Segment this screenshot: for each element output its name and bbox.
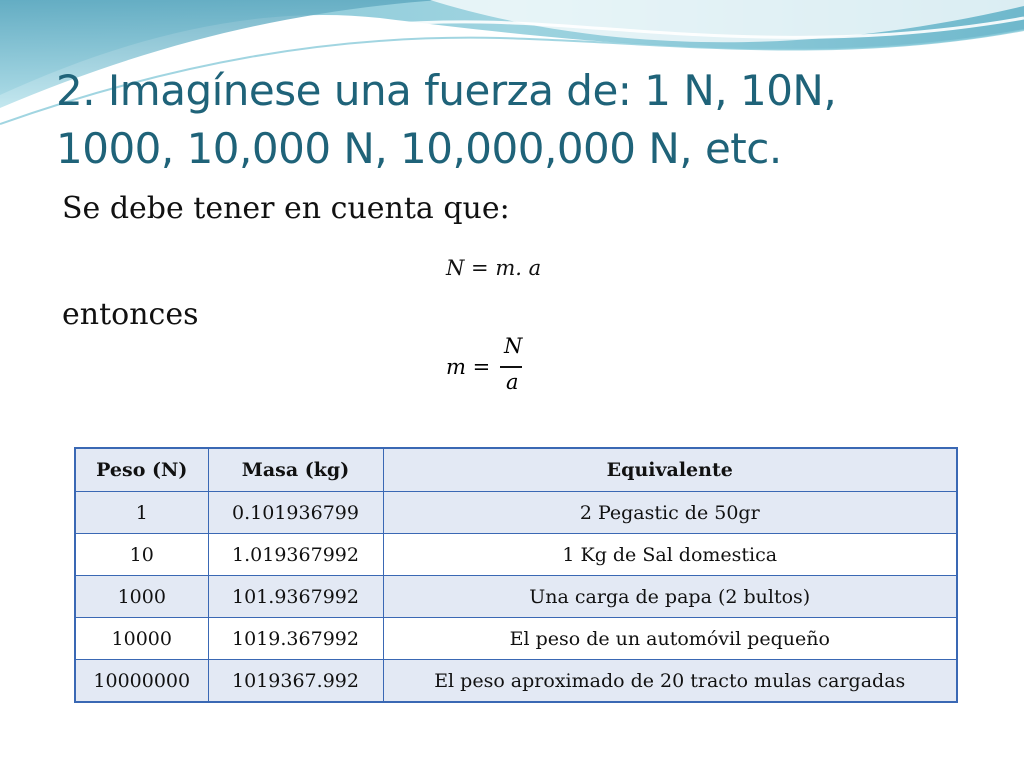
mass-equation (446, 334, 556, 396)
cell-masa: 1019.367992 (208, 618, 383, 660)
cell-peso: 10 (75, 534, 208, 576)
cell-peso: 10000000 (75, 660, 208, 703)
slide-title-line-2: 1000, 10,000 N, 10,000,000 N, etc. (56, 124, 782, 173)
cell-peso: 1000 (75, 576, 208, 618)
cell-peso: 10000 (75, 618, 208, 660)
table-row (75, 618, 957, 660)
table-row (75, 576, 957, 618)
header-peso: Peso (N) (75, 448, 208, 492)
cell-equivalente: El peso aproximado de 20 tracto mulas cargadas (383, 660, 957, 703)
cell-peso: 1 (75, 492, 208, 534)
cell-masa: 1.019367992 (208, 534, 383, 576)
header-equivalente: Equivalente (383, 448, 957, 492)
cell-masa: 101.9367992 (208, 576, 383, 618)
slide-title (56, 62, 996, 178)
table-row (75, 660, 957, 703)
cell-masa: 0.101936799 (208, 492, 383, 534)
force-equation: N = m. a (446, 256, 542, 280)
cell-masa: 1019367.992 (208, 660, 383, 703)
fraction-bar (500, 366, 522, 368)
then-text: entonces (62, 297, 199, 332)
table-row (75, 492, 957, 534)
cell-equivalente: 1 Kg de Sal domestica (383, 534, 957, 576)
cell-equivalente: El peso de un automóvil pequeño (383, 618, 957, 660)
mass-equation-lhs: m = (446, 355, 491, 379)
header-masa: Masa (kg) (208, 448, 383, 492)
mass-equation-denominator: a (506, 370, 519, 394)
table-row (75, 534, 957, 576)
mass-equation-numerator: N (504, 334, 523, 358)
slide-title-line-1: 2. Imagínese una fuerza de: 1 N, 10N, (56, 66, 837, 115)
cell-equivalente: 2 Pegastic de 50gr (383, 492, 957, 534)
force-mass-table (74, 447, 958, 703)
table-header-row (75, 448, 957, 492)
intro-text: Se debe tener en cuenta que: (62, 191, 510, 226)
cell-equivalente: Una carga de papa (2 bultos) (383, 576, 957, 618)
